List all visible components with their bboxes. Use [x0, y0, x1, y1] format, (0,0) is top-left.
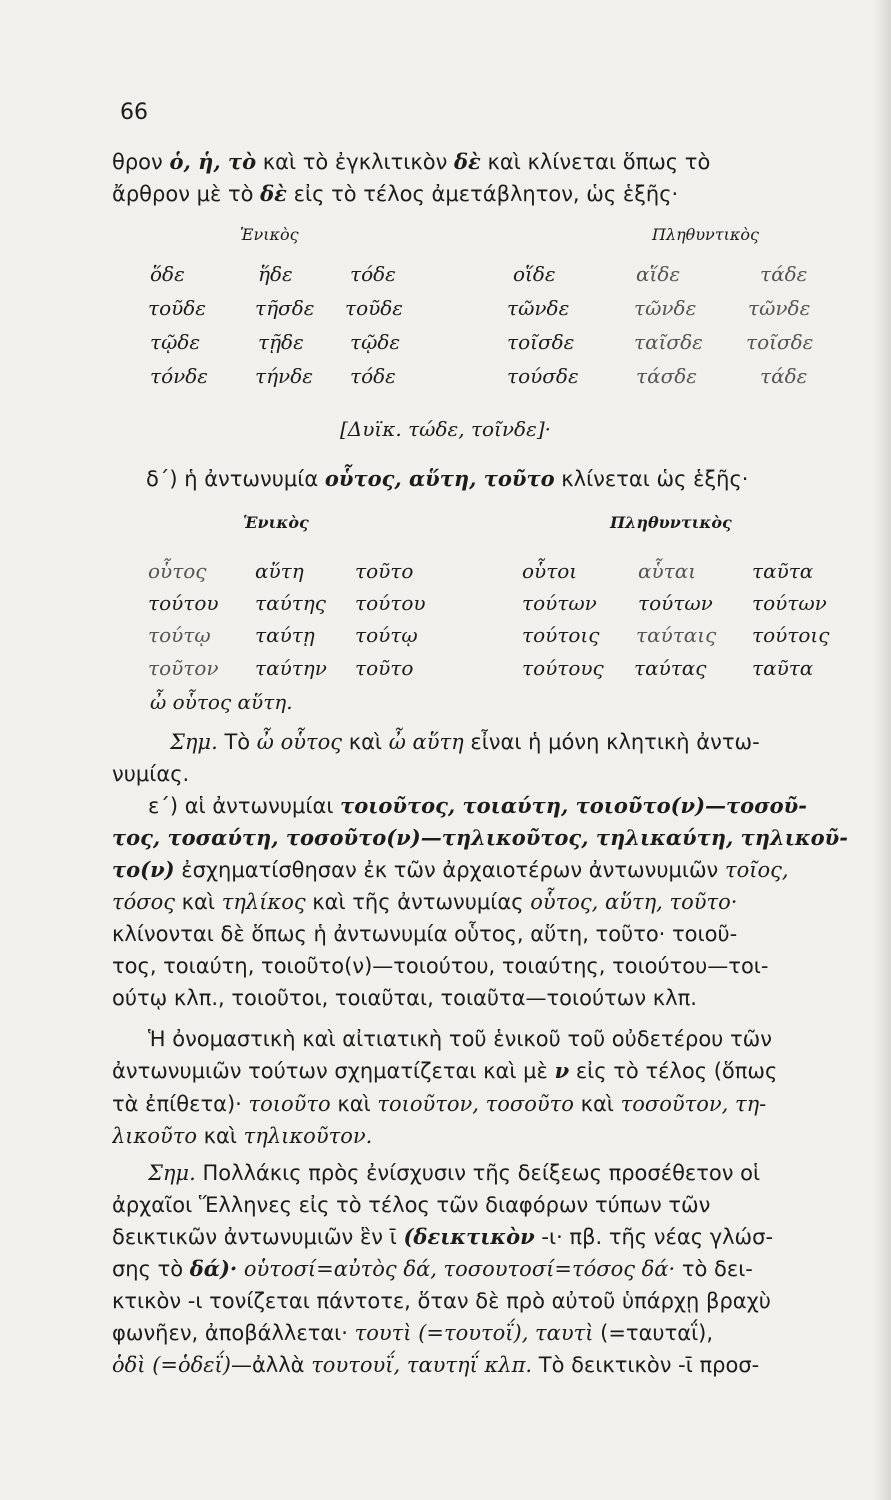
- body-line: [112, 855, 877, 885]
- text-run: σης τὸ: [112, 1257, 190, 1281]
- text-run: κτικὸν -ι τονίζεται πάντοτε, ὅταν δὲ πρὸ αὐτοῦ ὑπάρχῃ βραχὺ: [112, 1289, 771, 1313]
- emphasis-run: τοσοῦτον, τη-: [620, 1092, 767, 1116]
- table-cell: τῆσδε: [255, 296, 315, 320]
- section-delta-heading: [146, 464, 891, 494]
- table-cell: τόδε: [350, 364, 396, 388]
- emphasis-run: δὲ: [260, 181, 287, 206]
- table-cell: τῇδε: [258, 330, 304, 354]
- body-line: [112, 1286, 877, 1316]
- table-cell: ταύτης: [255, 591, 326, 615]
- emphasis-run: τόσος: [112, 890, 175, 914]
- table-cell: τούτῳ: [355, 623, 418, 647]
- emphasis-run: τοιοῦτον, τοσοῦτο: [377, 1092, 574, 1116]
- text-run: κλίνονται δὲ ὅπως ἡ ἀντωνυμία οὗτος, αὕτη, τοῦτο· τοιοῦ-: [112, 922, 738, 946]
- text-run: εἰς τὸ τέλος ἀμετάβλητον, ὡς ἑξῆς·: [286, 182, 679, 206]
- emphasis-run: τος, τοσαύτη, τοσοῦτο(ν)—τηλικοῦτος, τηλικαύτη, τηλικοῦ-: [112, 825, 848, 850]
- text-run: φωνῆεν, ἀποβάλλεται·: [112, 1321, 355, 1345]
- singular-header: Ἑνικὸς: [240, 225, 299, 244]
- text-run: καὶ: [330, 1092, 378, 1116]
- text-run: καὶ τῆς ἀντωνυμίας: [305, 890, 531, 914]
- emphasis-run: τοιοῦτο: [248, 1092, 331, 1116]
- text-run: Πολλάκις πρὸς ἐνίσχυσιν τῆς δείξεως προσέθετον οἱ: [195, 1161, 761, 1185]
- singular-header: Ἑνικὸς: [243, 513, 309, 532]
- table-cell: τάσδε: [636, 364, 697, 388]
- emphasis-run: ὦ οὗτος: [256, 730, 343, 754]
- body-line: [112, 951, 877, 981]
- emphasis-run: λικοῦτο: [112, 1124, 197, 1148]
- table-cell: τοῖσδε: [507, 330, 575, 354]
- body-line: [112, 1318, 877, 1348]
- table-cell: ταῦτα: [752, 559, 814, 583]
- table-cell: τῷδε: [350, 330, 401, 354]
- text-run: καὶ: [342, 730, 389, 754]
- body-line: [112, 1350, 877, 1380]
- intro-line-1: [112, 147, 877, 177]
- emphasis-run: το(ν): [112, 857, 175, 882]
- text-run: τὰ ἐπίθετα)·: [112, 1092, 249, 1116]
- emphasis-run: τοῖος,: [724, 858, 789, 882]
- emphasis-run: τουτουΐ, ταυτηΐ κλπ.: [311, 1353, 533, 1377]
- table-cell: τῶνδε: [634, 296, 697, 320]
- table-cell: τούτου: [148, 591, 219, 615]
- page-edge-shadow: [873, 0, 891, 1500]
- table-cell: τῶνδε: [507, 296, 570, 320]
- body-line: [112, 759, 877, 789]
- table-cell: τούτῳ: [148, 623, 211, 647]
- text-run: καὶ: [573, 1092, 621, 1116]
- text-run: καὶ: [196, 1124, 244, 1148]
- body-line: [112, 887, 877, 917]
- emphasis-run: ὁ, ἡ, τὸ: [169, 149, 257, 174]
- emphasis-run: (δεικτικὸν: [403, 1224, 535, 1249]
- table-cell: τήνδε: [255, 364, 313, 388]
- body-line: [112, 1222, 877, 1252]
- table-cell: τῶνδε: [748, 296, 811, 320]
- text-run: Τὸ: [217, 730, 257, 754]
- text-run: Τὸ δεικτικὸν -ῑ προσ-: [532, 1353, 760, 1377]
- page-number: 66: [120, 100, 148, 125]
- table-cell: τάδε: [760, 364, 808, 388]
- table-cell: ταῦτα: [752, 656, 814, 680]
- table-cell: τόνδε: [150, 364, 209, 388]
- text-run: καὶ: [175, 890, 222, 914]
- emphasis-run: τοιοῦτος, τοιαύτη, τοιοῦτο(ν)—τοσοῦ-: [340, 793, 807, 818]
- text-run: —ἀλλὰ: [230, 1353, 312, 1377]
- body-line: [112, 919, 877, 949]
- text-run: δεικτικῶν ἀντωνυμιῶν ἓν ῑ: [112, 1225, 404, 1249]
- table-cell: τῷδε: [150, 330, 201, 354]
- table-cell: τοῦδε: [345, 296, 404, 320]
- table-cell: τούτοις: [752, 623, 830, 647]
- table-cell: τόδε: [350, 262, 396, 286]
- table-cell: ταύτην: [255, 656, 327, 680]
- emphasis-run: δά)·: [189, 1256, 238, 1281]
- table-cell: τοῦδε: [148, 296, 207, 320]
- text-run: κλίνεται ὡς ἑξῆς·: [554, 467, 749, 491]
- emphasis-run: ὦ αὕτη: [388, 730, 464, 754]
- body-line: [112, 983, 877, 1013]
- text-run: ἄρθρον μὲ τὸ: [112, 182, 261, 206]
- body-line: [112, 1056, 877, 1086]
- body-line: [148, 1158, 891, 1188]
- emphasis-run: οὗτος, αὕτη, τοῦτο: [324, 466, 555, 491]
- table-cell: ὅδε: [150, 262, 185, 286]
- table-cell: ταύταις: [636, 623, 717, 647]
- intro-line-2: [112, 179, 877, 209]
- emphasis-run: τηλίκος: [221, 890, 306, 914]
- plural-header: Πληθυντικὸς: [652, 225, 759, 244]
- emphasis-run: ὁδὶ (=ὁδεΐ): [112, 1353, 231, 1377]
- table-cell: οἵδε: [513, 262, 556, 286]
- table-cell: τοῦτον: [148, 656, 219, 680]
- table-cell: οὗτος: [148, 559, 207, 583]
- text-run: (=ταυταΐ),: [593, 1321, 714, 1345]
- text-run: εἶναι ἡ μόνη κλητικὴ ἀντω-: [463, 730, 760, 754]
- emphasis-run: οὗτος, αὕτη, τοῦτο·: [530, 890, 738, 914]
- body-line: [112, 1089, 877, 1119]
- table-cell: ἥδε: [258, 262, 293, 286]
- text-run: ἀντωνυμιῶν τούτων σχηματίζεται καὶ μὲ: [112, 1059, 555, 1083]
- text-run: τὸ δει-: [675, 1257, 753, 1281]
- table-cell: αὗται: [638, 559, 697, 583]
- table-cell: τοῦτο: [355, 656, 414, 680]
- table-cell: ταύτας: [634, 656, 707, 680]
- table-cell: τούτοις: [522, 623, 600, 647]
- body-line: [112, 1254, 877, 1284]
- emphasis-run: τηλικοῦτον.: [243, 1124, 373, 1148]
- text-run: ἐσχηματίσθησαν ἐκ τῶν ἀρχαιοτέρων ἀντωνυμιῶν: [174, 858, 725, 882]
- table-cell: τούσδε: [507, 364, 579, 388]
- body-line: [112, 1190, 877, 1220]
- table-cell: τοῦτο: [355, 559, 414, 583]
- table-cell: τούτου: [355, 591, 426, 615]
- emphasis-run: τουτὶ (=τουτοΐ), ταυτὶ: [354, 1321, 594, 1345]
- emphasis-run: Σημ.: [148, 1161, 196, 1185]
- text-run: -ι· πβ. τῆς νέας γλώσ-: [534, 1225, 774, 1249]
- table-cell: οὗτοι: [522, 559, 578, 583]
- dual-forms: [Δυϊκ. τώδε, τοῖνδε]·: [340, 417, 551, 441]
- table-cell: τούτους: [522, 656, 604, 680]
- text-run: Ἡ ὀνομαστικὴ καὶ αἰτιατικὴ τοῦ ἑνικοῦ τοῦ οὐδετέρου τῶν: [148, 1027, 772, 1051]
- text-run: καὶ τὸ ἐγκλιτικὸν: [256, 150, 455, 174]
- table-cell: τούτων: [522, 591, 597, 615]
- table-cell: αἵδε: [636, 262, 681, 286]
- table-cell: αὕτη: [255, 559, 304, 583]
- table-cell: ταύτῃ: [255, 623, 315, 647]
- table-cell: ταῖσδε: [634, 330, 703, 354]
- text-run: θρον: [112, 150, 170, 174]
- emphasis-run: οὑτοσί=αὐτὸς δά, τοσουτοσί=τόσος δά·: [237, 1257, 676, 1281]
- text-run: καὶ κλίνεται ὅπως τὸ: [480, 150, 711, 174]
- body-line: [170, 727, 891, 757]
- table-cell: τούτων: [638, 591, 713, 615]
- text-run: νυμίας.: [112, 762, 190, 786]
- table-cell: τοῖσδε: [746, 330, 814, 354]
- emphasis-run: Σημ.: [170, 730, 218, 754]
- body-line: [148, 791, 891, 821]
- text-run: ἀρχαῖοι Ἕλληνες εἰς τὸ τέλος τῶν διαφόρων τύπων τῶν: [112, 1193, 711, 1217]
- text-run: ούτῳ κλπ., τοιοῦτοι, τοιαῦται, τοιαῦτα—τοιούτων κλπ.: [112, 986, 697, 1010]
- text-run: εἰς τὸ τέλος (ὅπως: [569, 1059, 778, 1083]
- emphasis-run: δὲ: [454, 149, 481, 174]
- text-run: δ΄) ἡ ἀντωνυμία: [146, 467, 325, 491]
- body-line: [112, 823, 877, 853]
- text-run: τος, τοιαύτη, τοιοῦτο(ν)—τοιούτου, τοιαύτης, τοιούτου—τοι-: [112, 954, 769, 978]
- body-line: [148, 1024, 891, 1054]
- emphasis-run: ν: [554, 1058, 570, 1083]
- table-cell: τούτων: [752, 591, 827, 615]
- table-cell: τάδε: [760, 262, 808, 286]
- vocative-forms: ὦ οὗτος αὕτη.: [150, 690, 293, 714]
- text-run: ε΄) αἱ ἀντωνυμίαι: [148, 794, 341, 818]
- body-line: [112, 1121, 877, 1151]
- plural-header: Πληθυντικὸς: [610, 513, 732, 532]
